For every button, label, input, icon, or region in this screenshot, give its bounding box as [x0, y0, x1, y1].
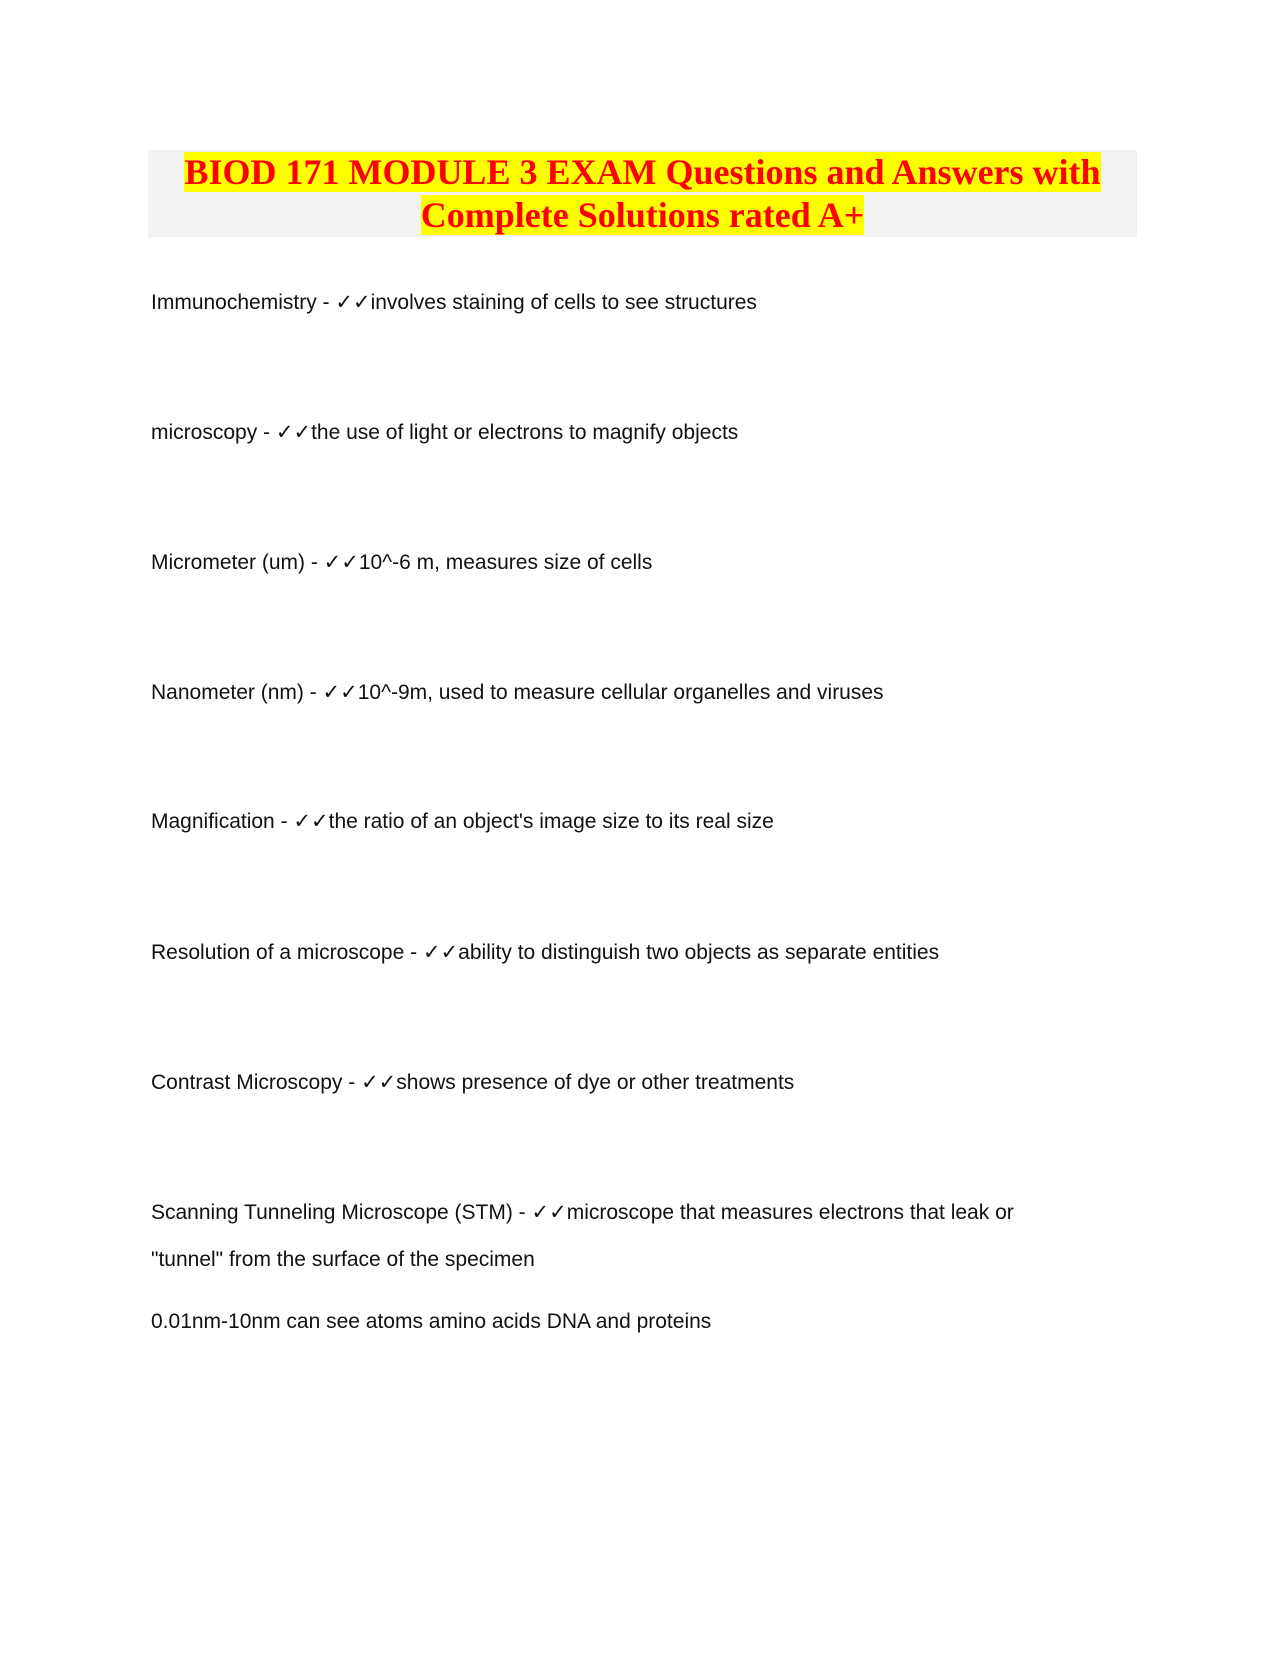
entry — [151, 550, 652, 575]
definition: microscope that measures electrons that leak or — [566, 1201, 1014, 1224]
definition: 10^-6 m, measures size of cells — [358, 551, 653, 574]
entry — [151, 680, 884, 705]
entry — [151, 1070, 794, 1095]
entry-continuation: "tunnel" from the surface of the specimen — [151, 1248, 535, 1271]
term: Immunochemistry - — [151, 291, 336, 314]
term: Magnification - — [151, 810, 294, 833]
check-icon: ✓✓ — [335, 290, 371, 314]
term: Contrast Microscopy - — [151, 1071, 362, 1094]
entry — [151, 290, 757, 315]
check-icon: ✓✓ — [422, 940, 459, 964]
entry — [151, 420, 738, 445]
title-line-1: BIOD 171 MODULE 3 EXAM Questions and Answers with — [184, 152, 1101, 192]
term: microscopy - — [151, 421, 276, 444]
check-icon: ✓✓ — [275, 420, 312, 444]
definition: involves staining of cells to see structures — [370, 291, 757, 314]
term: Micrometer (um) - — [151, 551, 324, 574]
check-icon: ✓✓ — [293, 809, 329, 833]
definition: 10^-9m, used to measure cellular organelles and viruses — [357, 681, 884, 704]
definition: the ratio of an object's image size to its real size — [328, 810, 774, 833]
check-icon: ✓✓ — [531, 1200, 567, 1224]
title-line-2: Complete Solutions rated A+ — [420, 195, 865, 235]
check-icon: ✓✓ — [361, 1070, 397, 1094]
definition: ability to distinguish two objects as separate entities — [458, 941, 940, 964]
entry — [151, 1200, 1014, 1225]
note: 0.01nm-10nm can see atoms amino acids DNA and proteins — [151, 1310, 712, 1333]
entry — [151, 940, 939, 965]
entry — [151, 809, 774, 834]
check-icon: ✓✓ — [323, 550, 359, 574]
title-box — [148, 150, 1137, 237]
term: Resolution of a microscope - — [151, 941, 423, 964]
definition: shows presence of dye or other treatments — [396, 1071, 795, 1094]
check-icon: ✓✓ — [322, 680, 358, 704]
document-title — [148, 150, 1137, 237]
definition: the use of light or electrons to magnify objects — [311, 421, 739, 444]
term: Nanometer (nm) - — [151, 681, 323, 704]
term: Scanning Tunneling Microscope (STM) - — [151, 1201, 532, 1224]
